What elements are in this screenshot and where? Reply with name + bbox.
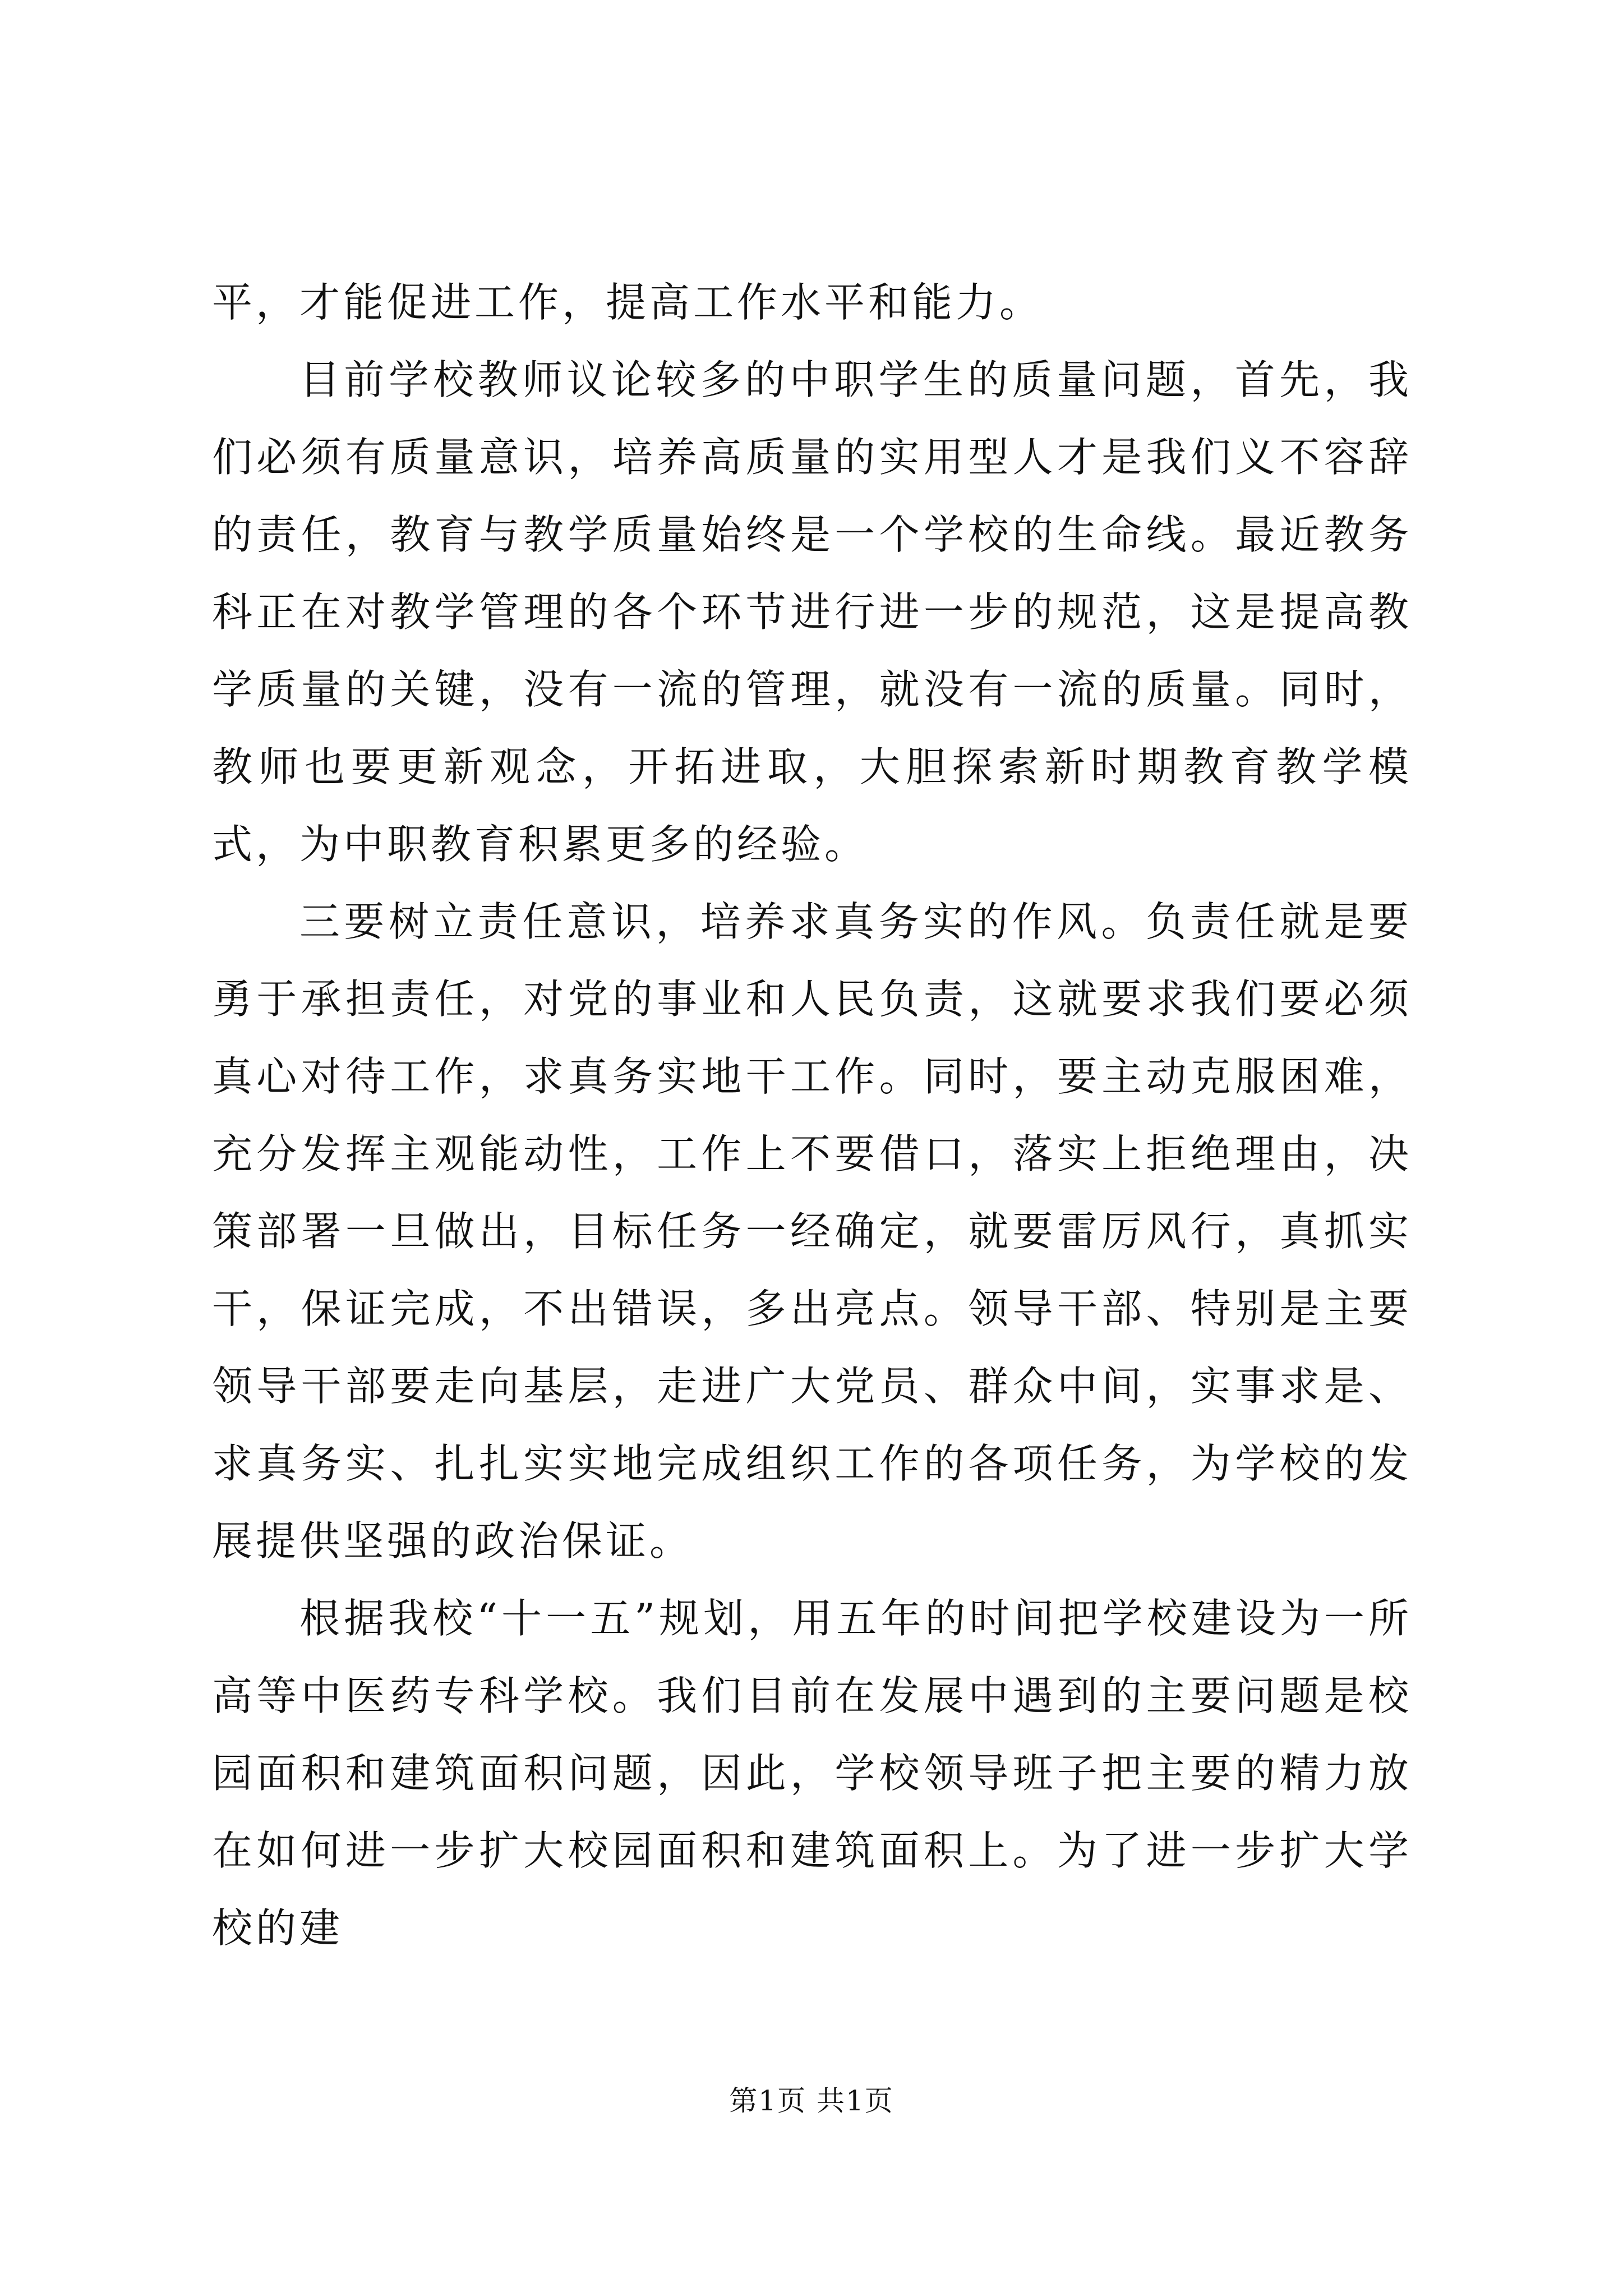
page-footer: 第1页 共1页 — [729, 2085, 894, 2117]
paragraph-planning: 根据我校“十一五”规划，用五年的时间把学校建设为一所高等中医药专科学校。我们目前在发展中遇到的主要问题是校园面积和建筑面积问题，因此，学校领导班子把主要的精力放在如何进一步扩大校园面积和建筑面积上。为了进一步扩大学校的建 — [212, 1595, 1412, 1952]
paragraph-quality: 目前学校教师议论较多的中职学生的质量问题，首先，我们必须有质量意识，培养高质量的实用型人才是我们义不容辞的责任，教育与教学质量始终是一个学校的生命线。最近教务科正在对教学管理的各个环节进行进一步的规范，这是提高教学质量的关键，没有一流的管理，就没有一流的质量。同时，教师也要更新观念，开拓进取，大胆探索新时期教育教学模式，为中职教育积累更多的经验。 — [212, 356, 1412, 868]
paragraph-continuation: 平，才能促进工作，提高工作水平和能力。 — [212, 279, 1044, 326]
document-body — [212, 264, 1412, 1967]
paragraph-responsibility: 三要树立责任意识，培养求真务实的作风。负责任就是要勇于承担责任，对党的事业和人民负责，这就要求我们要必须真心对待工作，求真务实地干工作。同时，要主动克服困难，充分发挥主观能动性，工作上不要借口，落实上拒绝理由，决策部署一旦做出，目标任务一经确定，就要雷厉风行，真抓实干，保证完成，不出错误，多出亮点。领导干部、特别是主要领导干部要走向基层，走进广大党员、群众中间，实事求是、求真务实、扎扎实实地完成组织工作的各项任务，为学校的发展提供坚强的政治保证。 — [212, 898, 1412, 1565]
